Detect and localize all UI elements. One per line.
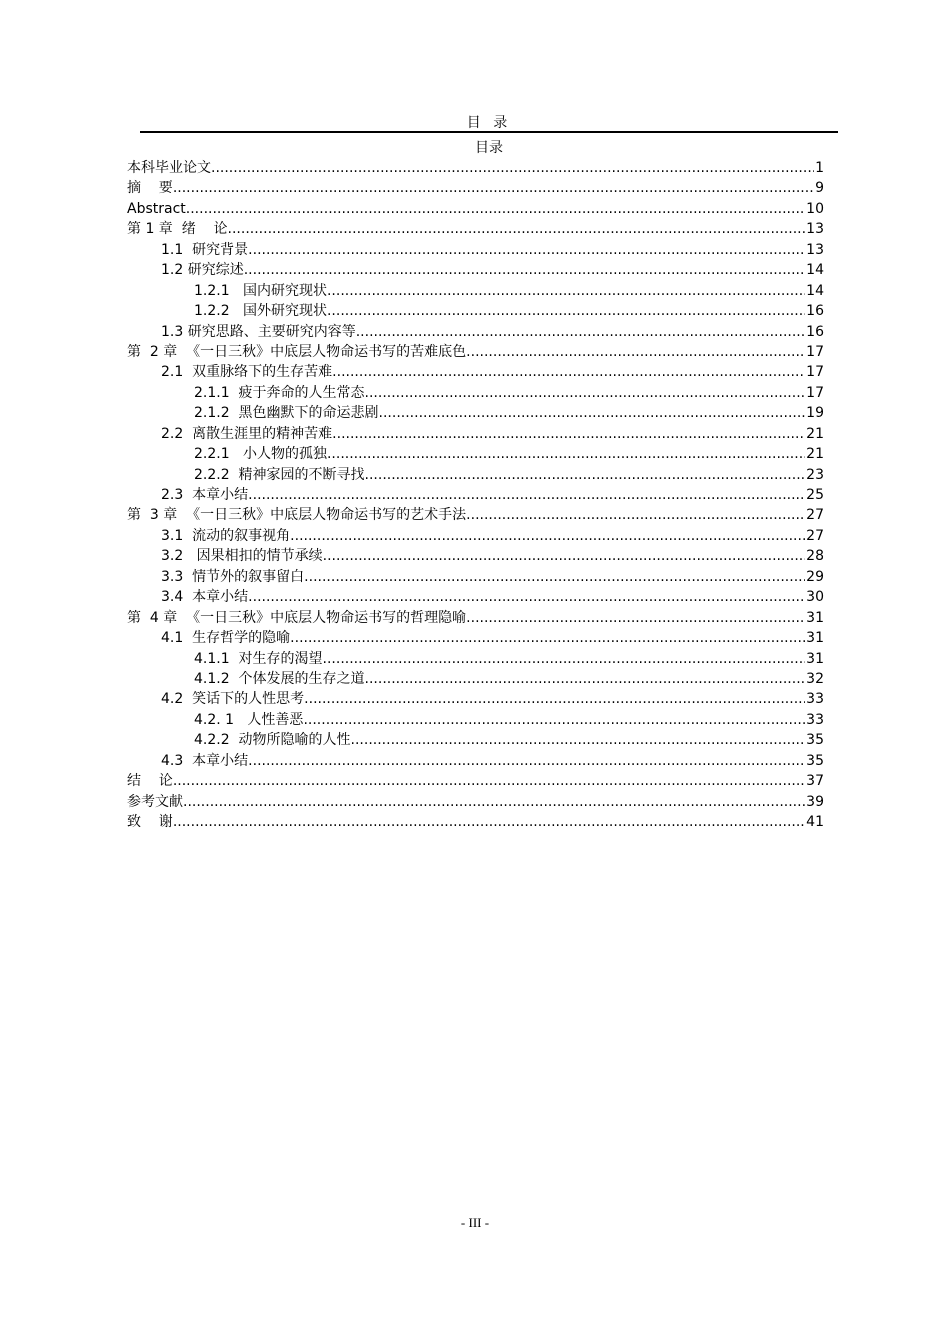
toc-leader-dots	[173, 812, 805, 832]
toc-entry-label: 4.2.2 动物所隐喻的人性	[194, 732, 351, 749]
toc-leader-dots	[327, 281, 805, 301]
toc-entry-label: 第 2 章 《一日三秋》中底层人物命运书写的苦难底色	[127, 343, 467, 360]
toc-entry[interactable]	[127, 281, 824, 301]
toc-entry-page: 27	[806, 507, 824, 524]
toc-entry-label: 第 4 章 《一日三秋》中底层人物命运书写的哲理隐喻	[127, 609, 467, 626]
toc-entry-page: 16	[806, 303, 824, 320]
toc-entry[interactable]	[127, 485, 824, 505]
toc-entry-label: 1.2.1 国内研究现状	[194, 282, 327, 299]
toc-entry-label: 第 3 章 《一日三秋》中底层人物命运书写的艺术手法	[127, 507, 467, 524]
toc-entry[interactable]	[127, 628, 824, 648]
toc-entry-page: 37	[806, 773, 824, 790]
toc-leader-dots	[290, 526, 805, 546]
toc-entry-label: 1.3 研究思路、主要研究内容等	[161, 323, 356, 340]
toc-entry-page: 35	[806, 732, 824, 749]
toc-entry-label: 4.2 笑话下的人性思考	[161, 691, 305, 708]
toc-entry[interactable]	[127, 505, 824, 525]
toc-entry-label: Abstract	[127, 200, 186, 217]
toc-entry[interactable]	[127, 792, 824, 812]
toc-entry-label: 1.2 研究综述	[161, 262, 244, 279]
toc-leader-dots	[466, 608, 805, 628]
toc-entry-page: 9	[815, 180, 824, 197]
toc-leader-dots	[323, 546, 806, 566]
toc-leader-dots	[183, 792, 805, 812]
toc-entry[interactable]	[127, 240, 824, 260]
toc-entry-page: 13	[806, 221, 824, 238]
page-number: - III -	[460, 1215, 490, 1230]
toc-leader-dots	[248, 240, 805, 260]
toc-leader-dots	[303, 710, 805, 730]
toc-entry-page: 1	[815, 160, 824, 176]
toc-entry-label: 4.1 生存哲学的隐喻	[161, 630, 291, 647]
toc-entry-label: 致 谢	[127, 814, 173, 830]
toc-entry-page: 21	[806, 425, 824, 442]
toc-leader-dots	[290, 628, 805, 648]
toc-entry-page: 31	[806, 630, 824, 647]
toc-leader-dots	[379, 403, 806, 423]
toc-entry-label: 1.2.2 国外研究现状	[194, 303, 327, 320]
toc-leader-dots	[466, 505, 805, 525]
toc-entry-page: 32	[806, 670, 824, 687]
toc-leader-dots	[365, 465, 806, 485]
toc-entry-page: 19	[806, 405, 824, 422]
toc-entry[interactable]	[127, 342, 824, 362]
toc-entry-label: 2.1.2 黑色幽默下的命运悲剧	[194, 405, 379, 422]
toc-title: 目录	[475, 140, 503, 156]
toc-entry-page: 28	[806, 548, 824, 565]
toc-entry-page: 10	[806, 200, 824, 217]
toc-entry-page: 30	[806, 589, 824, 606]
running-header: 目 录	[466, 115, 512, 131]
toc-entry[interactable]	[127, 383, 824, 403]
toc-entry-label: 4.1.2 个体发展的生存之道	[194, 670, 365, 687]
toc-entry[interactable]	[127, 669, 824, 689]
toc-leader-dots	[248, 751, 805, 771]
toc-entry-page: 17	[806, 384, 824, 401]
toc-entry-page: 21	[806, 446, 824, 463]
toc-list	[127, 158, 824, 832]
toc-leader-dots	[365, 383, 806, 403]
toc-entry[interactable]	[127, 649, 824, 669]
toc-leader-dots	[173, 178, 814, 198]
toc-leader-dots	[248, 485, 805, 505]
toc-entry-page: 16	[806, 323, 824, 340]
toc-leader-dots	[327, 444, 805, 464]
toc-entry-page: 13	[806, 241, 824, 258]
toc-leader-dots	[186, 199, 805, 219]
toc-leader-dots	[351, 730, 806, 750]
toc-entry-label: 1.1 研究背景	[161, 241, 249, 258]
toc-entry-label: 3.2 因果相扣的情节承续	[161, 548, 323, 565]
toc-entry[interactable]	[127, 158, 824, 178]
toc-entry-label: 结 论	[127, 773, 173, 790]
toc-entry[interactable]	[127, 199, 824, 219]
toc-leader-dots	[332, 424, 805, 444]
toc-entry-label: 3.4 本章小结	[161, 589, 249, 606]
toc-entry-label: 2.3 本章小结	[161, 487, 249, 503]
toc-leader-dots	[356, 322, 805, 342]
toc-entry-label: 3.1 流动的叙事视角	[161, 527, 291, 544]
toc-entry-page: 17	[806, 364, 824, 381]
toc-leader-dots	[332, 362, 805, 382]
toc-leader-dots	[304, 689, 805, 709]
toc-entry-page: 31	[806, 650, 824, 667]
toc-leader-dots	[173, 771, 805, 791]
toc-entry-page: 23	[806, 466, 824, 483]
toc-entry[interactable]	[127, 444, 824, 464]
toc-entry[interactable]	[127, 730, 824, 750]
toc-entry[interactable]	[127, 362, 824, 382]
toc-entry-page: 25	[806, 487, 824, 503]
toc-entry-label: 2.1 双重脉络下的生存苦难	[161, 364, 333, 381]
toc-entry-page: 14	[806, 282, 824, 299]
toc-entry[interactable]	[127, 587, 824, 607]
toc-entry-page: 17	[806, 343, 824, 360]
toc-entry-page: 33	[806, 711, 824, 728]
toc-entry-page: 35	[806, 752, 824, 769]
toc-entry-page: 31	[806, 609, 824, 626]
toc-entry[interactable]	[127, 424, 824, 444]
toc-entry-label: 4.2. 1 人性善恶	[194, 711, 304, 728]
toc-entry[interactable]	[127, 751, 824, 771]
toc-leader-dots	[304, 567, 805, 587]
toc-entry[interactable]	[127, 771, 824, 791]
toc-entry-label: 4.3 本章小结	[161, 752, 249, 769]
toc-entry[interactable]	[127, 710, 824, 730]
toc-entry-page: 33	[806, 691, 824, 708]
toc-entry-page: 14	[806, 262, 824, 279]
toc-leader-dots	[323, 649, 806, 669]
toc-leader-dots	[228, 219, 806, 239]
toc-entry-label: 3.3 情节外的叙事留白	[161, 568, 305, 585]
toc-entry-page: 29	[806, 568, 824, 585]
toc-entry[interactable]	[127, 322, 824, 342]
toc-entry[interactable]	[127, 178, 824, 198]
toc-entry[interactable]	[127, 567, 824, 587]
toc-leader-dots	[327, 301, 805, 321]
toc-entry-label: 参考文献	[127, 793, 183, 810]
toc-entry-label: 本科毕业论文	[127, 160, 211, 176]
toc-entry[interactable]	[127, 608, 824, 628]
toc-leader-dots	[248, 587, 805, 607]
toc-entry-page: 27	[806, 527, 824, 544]
toc-entry-label: 第 1 章 绪 论	[127, 221, 228, 238]
toc-entry-label: 2.2.2 精神家园的不断寻找	[194, 466, 365, 483]
toc-leader-dots	[211, 158, 814, 178]
toc-leader-dots	[244, 260, 805, 280]
toc-entry[interactable]	[127, 260, 824, 280]
toc-entry-label: 摘 要	[127, 180, 173, 197]
toc-entry-label: 2.2.1 小人物的孤独	[194, 446, 327, 463]
toc-entry[interactable]	[127, 526, 824, 546]
toc-entry[interactable]	[127, 546, 824, 566]
toc-entry[interactable]	[127, 403, 824, 423]
header-rule	[140, 131, 838, 133]
toc-entry-label: 4.1.1 对生存的渴望	[194, 650, 323, 667]
toc-leader-dots	[466, 342, 805, 362]
toc-entry[interactable]	[127, 689, 824, 709]
toc-entry[interactable]	[127, 219, 824, 239]
toc-entry[interactable]	[127, 301, 824, 321]
toc-entry-label: 2.1.1 疲于奔命的人生常态	[194, 384, 365, 401]
toc-entry-label: 2.2 离散生涯里的精神苦难	[161, 425, 333, 442]
toc-entry-page: 41	[806, 814, 824, 830]
toc-leader-dots	[365, 669, 806, 689]
toc-entry[interactable]	[127, 465, 824, 485]
toc-entry-page: 39	[806, 793, 824, 810]
toc-entry[interactable]	[127, 812, 824, 832]
